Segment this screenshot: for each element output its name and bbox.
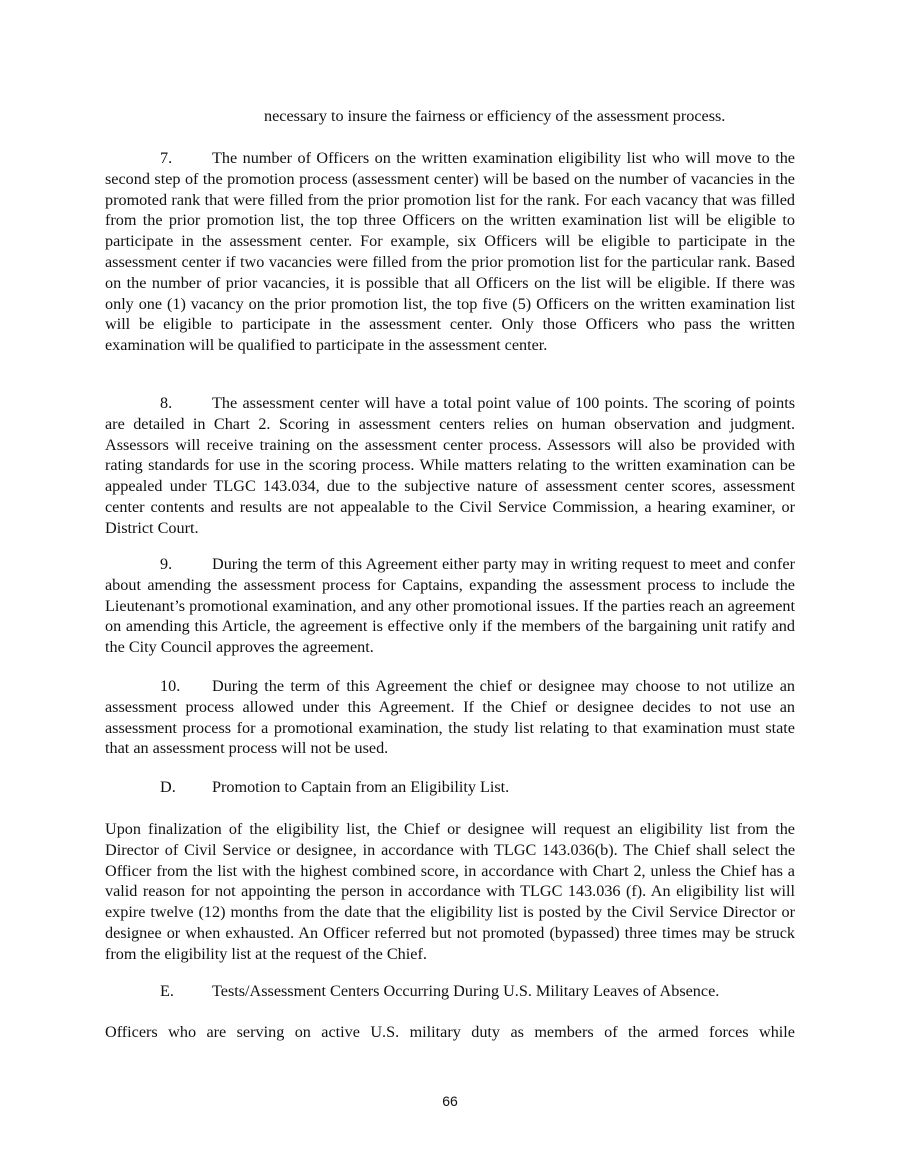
section-e-heading [160, 981, 800, 1002]
section-letter: D. [160, 778, 176, 796]
paragraph-text: The assessment center will have a total point value of 100 points. The scoring of points are detailed in Chart 2. Scoring in assessment centers relies on human observation and judgment. Assessors will receive training on the assessment center process. Assessors will also be provided with rating standards for use in the scoring process. While matters relating to the written examination can be appealed under TLGC 143.034, due to the subjective nature of assessment center scores, assessment center contents and results are not appealable to the Civil Service Commission, a hearing examiner, or District Court. [105, 394, 795, 537]
page-number: 66 [442, 1093, 458, 1109]
paragraph-number: 8. [160, 394, 173, 412]
continuation-text: necessary to insure the fairness or efficiency of the assessment process. [264, 107, 726, 125]
paragraph-text: During the term of this Agreement either party may in writing request to meet and confer about amending the assessment process for Captains, expanding the assessment process to include the Lieutenant’s promotional examination, and any other promotional issues. If the parties reach an agreement on amending this Article, the agreement is effective only if the members of the bargaining unit ratify and the City Council approves the agreement. [105, 555, 795, 657]
paragraph-number: 10. [160, 677, 181, 695]
paragraph-text: During the term of this Agreement the chief or designee may choose to not utilize an assessment process allowed under this Agreement. If the Chief or designee decides to not use an assessment process for a promotional examination, the study list relating to that examination must state that an assessment process will not be used. [105, 677, 795, 758]
section-title: Promotion to Captain from an Eligibility List. [212, 778, 510, 796]
paragraph-text: The number of Officers on the written examination eligibility list who will move to the second step of the promotion process (assessment center) will be based on the number of vacancies in the promoted rank that were filled from the prior promotion list for the rank. For each vacancy that was filled from the prior promotion list, the top three Officers on the written examination list will be eligible to participate in the assessment center. For example, six Officers will be eligible to participate in the assessment center if two vacancies were filled from the prior promotion list for the particular rank. Based on the number of prior vacancies, it is possible that all Officers on the list will be eligible. If there was only one (1) vacancy on the prior promotion list, the top five (5) Officers on the written examination list will be eligible to participate in the assessment center. Only those Officers who pass the written examination will be qualified to participate in the assessment center. [105, 149, 795, 355]
section-letter: E. [160, 982, 174, 1000]
section-e-body: Officers who are serving on active U.S. military duty as members of the armed forces while [105, 1023, 795, 1041]
paragraph-8 [105, 393, 795, 539]
section-d-body: Upon finalization of the eligibility list, the Chief or designee will request an eligibility list from the Director of Civil Service or designee, in accordance with TLGC 143.036(b). The Chief shall select the Officer from the list with the highest combined score, in accordance with Chart 2, unless the Chief has a valid reason for not appointing the person in accordance with TLGC 143.036 (f). An eligibility list will expire twelve (12) months from the date that the eligibility list is posted by the Civil Service Director or designee or when exhausted. An Officer referred but not promoted (bypassed) three times may be struck from the eligibility list at the request of the Chief. [105, 820, 795, 963]
section-d-heading [160, 777, 800, 798]
paragraph-9 [105, 554, 795, 658]
paragraph-number: 7. [160, 149, 173, 167]
paragraph-number: 9. [160, 555, 173, 573]
paragraph-7 [105, 148, 795, 356]
section-title: Tests/Assessment Centers Occurring During U.S. Military Leaves of Absence. [212, 982, 720, 1000]
paragraph-10 [105, 676, 795, 759]
